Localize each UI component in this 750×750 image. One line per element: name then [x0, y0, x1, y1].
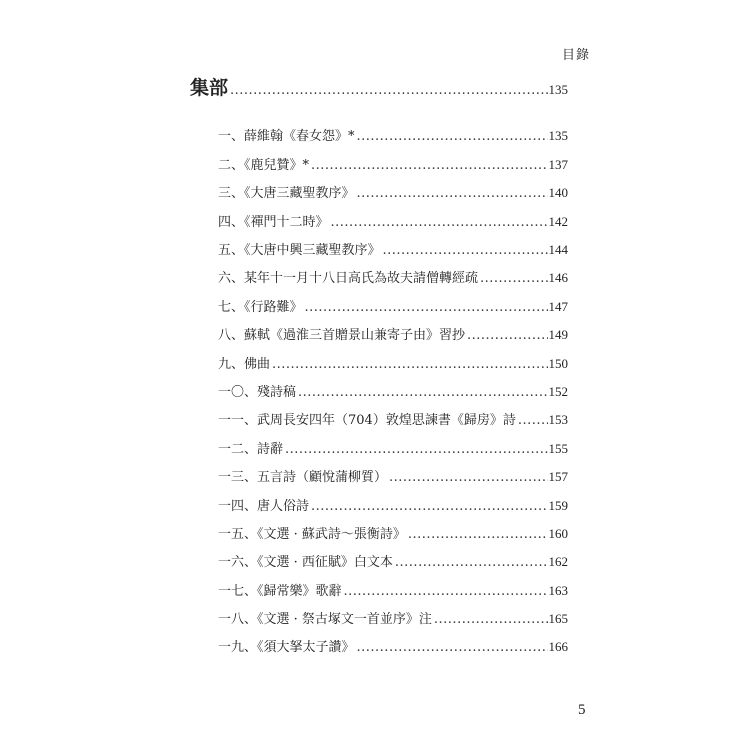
entry-page: 142: [548, 214, 568, 229]
entry-page: 162: [548, 554, 568, 569]
entry-page: 135: [548, 128, 568, 143]
toc-entry: [218, 639, 568, 656]
page-number: 5: [578, 702, 586, 718]
entry-title: 三、《大唐三藏聖教序》: [218, 186, 355, 201]
entry-title: 一八、《文選 · 祭古塚文一首並序》注: [218, 612, 432, 627]
leader-dots: [408, 527, 548, 543]
leader-dots: [331, 215, 548, 231]
entry-title: 一〇、殘詩稿: [218, 385, 297, 400]
entry-title: 七、《行路難》: [218, 300, 303, 315]
entry-page: 152: [548, 384, 568, 399]
entry-page: 157: [548, 469, 568, 484]
toc-entry: [218, 412, 568, 429]
leader-dots: [518, 413, 548, 429]
leader-dots: [383, 243, 548, 259]
section-title: 集部: [190, 77, 229, 99]
entry-page: 153: [548, 412, 568, 427]
leader-dots: [230, 83, 547, 99]
entry-title: 一九、《須大拏太子讚》: [218, 640, 355, 655]
toc-entry: [218, 498, 568, 515]
entry-page: 149: [548, 327, 568, 342]
leader-dots: [272, 357, 547, 373]
entry-page: 163: [548, 583, 568, 598]
toc-entry: [218, 356, 568, 373]
leader-dots: [357, 129, 548, 145]
toc-entry: [218, 441, 568, 458]
leader-dots: [311, 158, 547, 174]
entry-page: 160: [548, 526, 568, 541]
toc-entry: [218, 526, 568, 543]
toc-entry: [218, 157, 568, 174]
toc-entry: [218, 583, 568, 600]
leader-dots: [305, 300, 548, 316]
entry-page: 146: [548, 270, 568, 285]
entry-page: 155: [548, 441, 568, 456]
entry-title: 一、薛維翰《春女怨》*: [218, 129, 355, 144]
leader-dots: [395, 555, 548, 571]
entry-title: 八、蘇軾《過淮三首贈景山兼寄子由》習抄: [218, 328, 466, 343]
entry-page: 166: [548, 639, 568, 654]
toc-entry: [218, 299, 568, 316]
leader-dots: [344, 584, 548, 600]
running-head: 目錄: [561, 48, 590, 63]
leader-dots: [480, 271, 547, 287]
entry-page: 137: [548, 157, 568, 172]
entry-page: 144: [548, 242, 568, 257]
leader-dots: [389, 470, 547, 486]
toc-entry: [218, 384, 568, 401]
entry-title: 五、《大唐中興三藏聖教序》: [218, 243, 381, 258]
leader-dots: [357, 186, 548, 202]
toc-entry: [218, 270, 568, 287]
entry-title: 一四、唐人俗詩: [218, 499, 310, 514]
toc-entry: [218, 128, 568, 145]
entry-page: 147: [548, 299, 568, 314]
leader-dots: [285, 442, 547, 458]
entry-title: 二、《鹿兒贊》*: [218, 158, 310, 173]
section-page: 135: [548, 82, 568, 97]
toc-entry: [218, 327, 568, 344]
entry-title: 一七、《歸常樂》歌辭: [218, 584, 342, 599]
entry-title: 一五、《文選 · 蘇武詩～張衡詩》: [218, 527, 406, 542]
leader-dots: [311, 499, 547, 515]
entry-title: 四、《禪門十二時》: [218, 215, 329, 230]
entry-page: 165: [548, 611, 568, 626]
entry-title: 九、佛曲: [218, 357, 271, 372]
toc-entry: [218, 554, 568, 571]
entry-title: 一二、詩辭: [218, 442, 284, 457]
leader-dots: [298, 385, 547, 401]
toc-entry: [218, 185, 568, 202]
toc-entry: [218, 214, 568, 231]
entry-page: 159: [548, 498, 568, 513]
toc-section-heading: [190, 77, 568, 99]
entry-title: 一六、《文選 · 西征賦》白文本: [218, 555, 393, 570]
entry-title: 六、某年十一月十八日高氏為故夫請僧轉經疏: [218, 271, 479, 286]
toc-entry: [218, 242, 568, 259]
leader-dots: [467, 328, 547, 344]
entry-page: 140: [548, 185, 568, 200]
entry-title: 一一、武周長安四年（704）敦煌思諫書《歸房》詩: [218, 413, 516, 428]
entry-title: 一三、五言詩（顧悅蒲柳質）: [218, 470, 388, 485]
entry-page: 150: [548, 356, 568, 371]
leader-dots: [357, 640, 548, 656]
leader-dots: [434, 612, 548, 628]
toc-entry: [218, 611, 568, 628]
toc-entry: [218, 469, 568, 486]
